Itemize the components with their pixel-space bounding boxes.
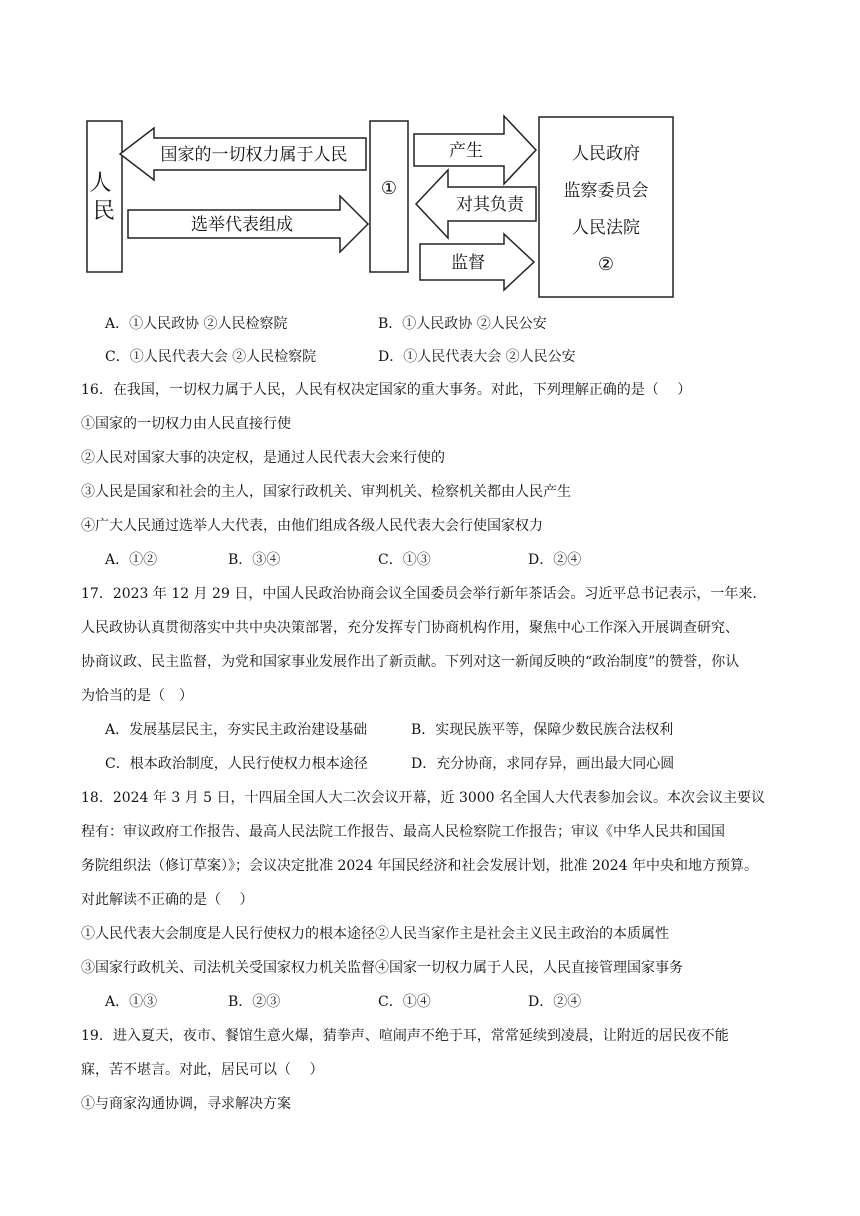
- arrow-power-belongs-label: 国家的一切权力属于人民: [160, 145, 348, 165]
- q17-option-d: D．充分协商，求同存异，画出最大同心圆: [411, 756, 675, 772]
- q18-line-4: 对此解读不正确的是（ ）: [81, 892, 254, 908]
- q16-item-4: ④广大人民通过选举人大代表，由他们组成各级人民代表大会行使国家权力: [81, 518, 543, 534]
- q15-option-b: B．①人民政协 ②人民公安: [378, 316, 547, 332]
- q15-option-c: C．①人民代表大会 ②人民检察院: [105, 349, 317, 365]
- q15-option-a: A．①人民政协 ②人民检察院: [105, 316, 288, 332]
- q15-option-d: D．①人民代表大会 ②人民公安: [378, 349, 576, 365]
- q18-option-d: D．②④: [528, 994, 582, 1010]
- power-structure-diagram: [84, 112, 684, 302]
- q16-option-a: A．①②: [105, 552, 158, 568]
- q18-line-3: 务院组织法（修订草案）》；会议决定批准 2024 年国民经济和社会发展计划，批准 2024 年中央和地方预算。: [81, 858, 759, 874]
- q18-option-a: A．①③: [105, 994, 158, 1010]
- q17-line-3: 协商议政、民主监督，为党和国家事业发展作出了新贡献。下列对这一新闻反映的“政治制度”的赞誉，你认: [81, 654, 740, 670]
- people-box: [87, 121, 122, 272]
- q16-item-3: ③人民是国家和社会的主人，国家行政机关、审判机关、检察机关都由人民产生: [81, 484, 571, 500]
- q19-line-1: 19．进入夏天，夜市、餐馆生意火爆，猜拳声、喧闹声不绝于耳，常常延续到凌晨，让附近的居民夜不能: [81, 1028, 729, 1044]
- q16-option-d: D．②④: [528, 552, 582, 568]
- q18-option-b: B．②③: [228, 994, 281, 1010]
- organs-line-1: 人民政府: [572, 144, 640, 164]
- q17-line-4: 为恰当的是（ ）: [81, 688, 193, 704]
- organs-line-3: 人民法院: [572, 218, 640, 238]
- q16-option-c: C．①③: [378, 552, 431, 568]
- q18-item-row-2: ③国家行政机关、司法机关受国家权力机关监督④国家一切权力属于人民，人民直接管理国家事务: [81, 960, 683, 976]
- q17-line-2: 人民政协认真贯彻落实中共中央决策部署，充分发挥专门协商机构作用，聚焦中心工作深入开展调查研究、: [81, 620, 739, 636]
- q16-stem: 16．在我国，一切权力属于人民，人民有权决定国家的重大事务。对此，下列理解正确的是（ ）: [81, 382, 692, 398]
- q17-line-1: 17．2023 年 12 月 29 日，中国人民政治协商会议全国委员会举行新年茶话会。习近平总书记表示，一年来.: [81, 586, 757, 602]
- q18-line-1: 18．2024 年 3 月 5 日，十四届全国人大二次会议开幕，近 3000 名全国人大代表参加会议。本次会议主要议: [81, 790, 766, 806]
- arrow-produce-label: 产生: [449, 141, 483, 161]
- q16-option-b: B．③④: [228, 552, 281, 568]
- q18-item-row-1: ①人民代表大会制度是人民行使权力的根本途径②人民当家作主是社会主义民主政治的本质属性: [81, 926, 669, 942]
- people-box-label: 人 民: [89, 171, 116, 224]
- q17-option-c: C．根本政治制度，人民行使权力根本途径: [105, 756, 368, 772]
- arrow-responsible-label: 对其负责: [456, 195, 524, 215]
- q16-item-2: ②人民对国家大事的决定权，是通过人民代表大会来行使的: [81, 450, 445, 466]
- q17-option-a: A．发展基层民主，夯实民主政治建设基础: [105, 722, 368, 738]
- q18-option-c: C．①④: [378, 994, 431, 1010]
- organs-line-2: 监察委员会: [563, 181, 649, 201]
- q19-item-1: ①与商家沟通协调，寻求解决方案: [81, 1096, 291, 1112]
- arrow-supervise-label: 监督: [451, 253, 485, 273]
- q16-item-1: ①国家的一切权力由人民直接行使: [81, 416, 291, 432]
- q17-option-b: B．实现民族平等，保障少数民族合法权利: [411, 722, 674, 738]
- q18-line-2: 程有：审议政府工作报告、最高人民法院工作报告、最高人民检察院工作报告；审议《中华人民共和国国: [81, 824, 725, 840]
- q19-line-2: 寐，苦不堪言。对此，居民可以（ ）: [81, 1062, 324, 1078]
- center-box-label: ①: [380, 178, 398, 199]
- arrow-elect-label: 选举代表组成: [191, 215, 293, 235]
- organs-line-4: ②: [597, 254, 615, 275]
